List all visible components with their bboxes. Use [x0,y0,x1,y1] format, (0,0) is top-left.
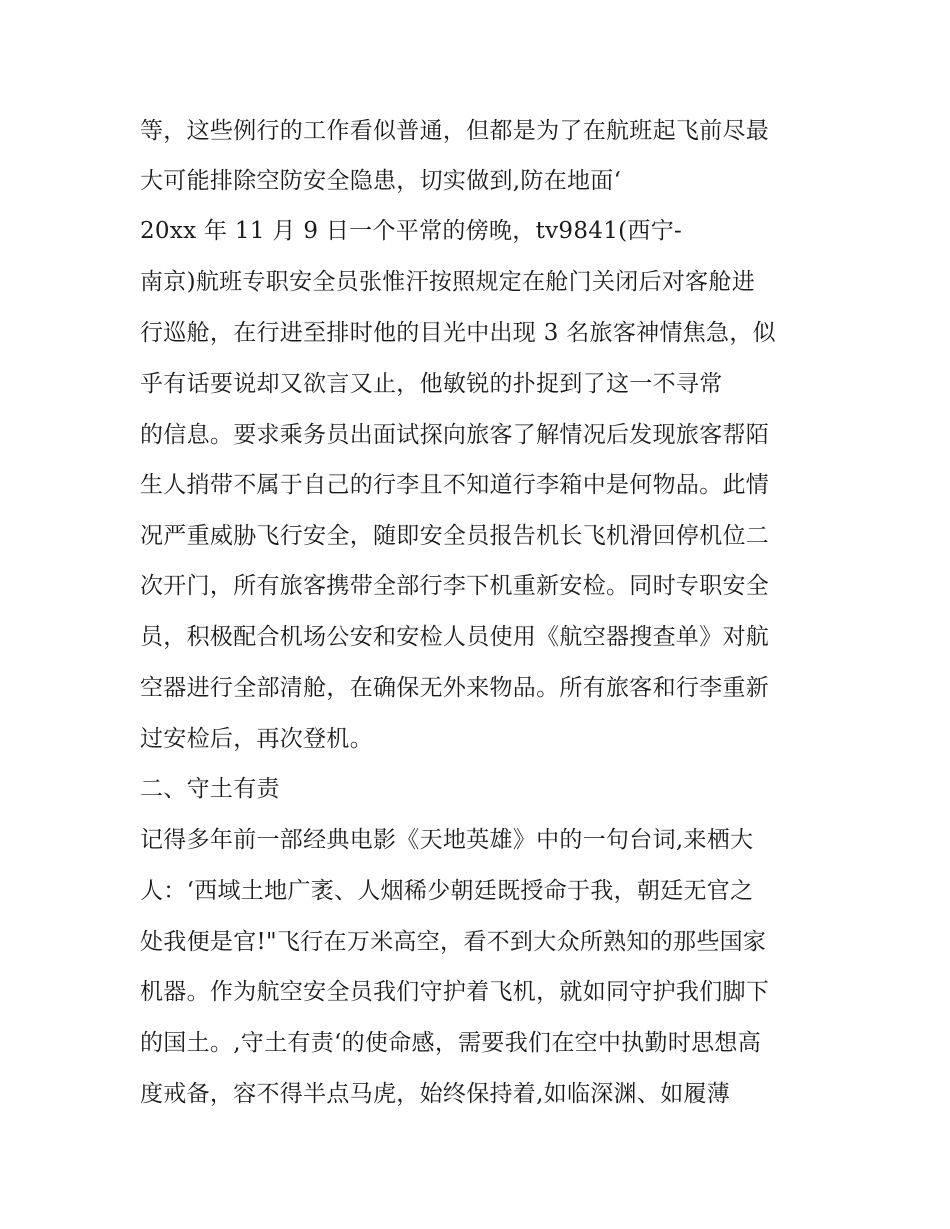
text-line: 南京)航班专职安全员张惟汗按照规定在舱门关闭后对客舱进 [140,269,756,295]
text-line: 的国土。,守土有责‘的使命感，需要我们在空中执勤时思想高 [140,1030,762,1056]
section-heading: 二、守土有责 [140,776,280,802]
text-line: 次开门，所有旅客携带全部行李下机重新安检。同时专职安全 [140,573,770,599]
text-line: 20xx 年 11 月 9 日一个平常的傍晚，tv9841(西宁- [140,218,683,244]
text-line: 处我便是官!"飞行在万米高空，看不到大众所熟知的那些国家 [140,929,767,955]
text-line: 过安检后，再次登机。 [140,726,373,752]
text-line: 生人捎带不属于自己的行李且不知道行李箱中是何物品。此情 [140,472,770,498]
text-line: 记得多年前一部经典电影《天地英雄》中的一句台词,来栖大 [140,827,754,853]
text-line: 员，积极配合机场公安和安检人员使用《航空器搜查单》对航 [140,624,770,650]
text-line: 大可能排除空防安全隐患，切实做到,防在地面‘ [140,168,622,194]
text-line: 况严重威胁飞行安全，随即安全员报告机长飞机滑回停机位二 [140,523,770,549]
text-line: 度戒备，容不得半点马虎，始终保持着,如临深渊、如履薄 [140,1081,731,1107]
text-line: 行巡舱，在行进至排时他的目光中出现 3 名旅客神情焦急，似 [140,320,776,346]
text-line: 空器进行全部清舱，在确保无外来物品。所有旅客和行李重新 [140,675,770,701]
text-line: 的信息。要求乘务员出面试探向旅客了解情况后发现旅客帮陌 [140,422,770,448]
text-line: 乎有话要说却又欲言又止，他敏锐的扑捉到了这一不寻常 [140,371,723,397]
text-line: 人：‘西域土地广袤、人烟稀少朝廷既授命于我，朝廷无官之 [140,878,754,904]
text-line: 机器。作为航空安全员我们守护着飞机，就如同守护我们脚下 [140,979,770,1005]
text-line: 等，这些例行的工作看似普通，但都是为了在航班起飞前尽最 [140,118,770,144]
